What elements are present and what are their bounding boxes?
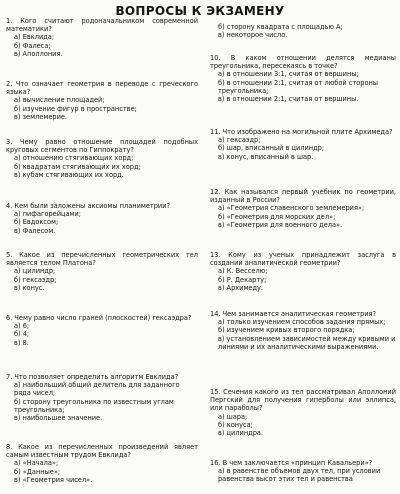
question-text: 4. Кем были заложены аксиомы планиметрии? [6, 202, 171, 210]
question-text: 12. Как назывался первый учебник по геометрии, изданный в России? [210, 188, 396, 205]
answer-option: в) наибольшее значение. [14, 414, 103, 423]
answer-options [210, 23, 396, 39]
answer-option: а) Евклида; [14, 33, 55, 42]
question-text: 13. Кому из ученых принадлежит заслуга в создании аналитической геометрии? [210, 251, 396, 268]
answer-option: б) гексаэдр; [14, 275, 57, 284]
answer-options [210, 136, 396, 161]
page-title: ВОПРОСЫ К ЭКЗАМЕНУ [115, 4, 285, 18]
answer-options [6, 154, 198, 179]
answer-option: в) землемерие. [14, 112, 68, 121]
question-text: 2. Что означает геометрия в переводе с греческого языка? [6, 80, 198, 97]
answer-option: б) Фалеса; [14, 41, 51, 50]
answer-option: а) отношению стягивающих хорд; [14, 154, 134, 163]
answer-option: а) К. Весселю; [218, 267, 268, 276]
answer-option: в) Архимеду. [218, 283, 264, 292]
answer-option: б) «Геометрия для морских дел»; [218, 212, 336, 221]
answer-option: б) в отношении 2:1, считая от любой стороны треугольника; [218, 78, 379, 95]
answer-option: а) наибольший общий делитель для заданного ряда чисел; [14, 381, 180, 398]
answer-option: а) в отношении 3:1, считая от вершины; [218, 70, 359, 79]
question-11 [210, 128, 396, 161]
answer-option: в) некоторое число. [218, 31, 288, 40]
answer-option: б) Р. Декарту; [218, 275, 267, 284]
answer-option: а) только изучением способов задания прямых; [218, 318, 386, 327]
question-16 [210, 459, 396, 494]
answer-option: б) шар, вписанный в цилиндр; [218, 144, 325, 153]
answer-option: в) «Геометрия чисел». [14, 475, 93, 484]
question-9-continued [210, 23, 396, 39]
answer-options [210, 267, 396, 292]
question-10 [210, 54, 396, 103]
answer-option: в) конус. [14, 283, 45, 292]
answer-option: б) сторону квадрата с площадью A; [218, 23, 343, 31]
answer-option: а) цилиндр; [14, 267, 56, 276]
answer-option: а) пифагорейцами; [14, 210, 82, 219]
answer-options [210, 318, 396, 351]
answer-option: в) «Геометрия для военного дела». [218, 220, 343, 229]
answer-option: в) конус, вписанный в шар. [218, 152, 314, 161]
answer-option: в) 8. [14, 338, 29, 347]
answer-option: б) сторону треугольника по известным углам треугольника; [14, 397, 174, 414]
answer-option: а) 6; [14, 322, 30, 331]
answer-option: а) в равенстве объемов двух тел, при условии равенства высот этих тел и равенства [218, 467, 381, 484]
answer-options [6, 267, 198, 292]
question-text: 15. Сечения какого из тел рассматривал Аполлоний Пергский для получения гиперболы или эллипса, или параболы? [210, 388, 396, 413]
answer-options [6, 381, 198, 422]
answer-option: б) изучением кривых второго порядка; [218, 326, 355, 335]
answer-option: а) шара; [218, 412, 248, 421]
answer-options [210, 70, 396, 103]
question-5 [6, 251, 198, 292]
question-text: 1. Кого считают родоначальником современной математики? [6, 17, 198, 34]
answer-option: б) 4; [14, 330, 30, 339]
question-text: 16. В чем заключается «принцип Кавальери»? [210, 459, 373, 467]
answer-options [6, 96, 198, 121]
question-13 [210, 251, 396, 292]
answer-options [210, 467, 396, 483]
answer-option: в) в отношении 2:1, считая от вершины. [218, 95, 359, 104]
answer-option: б) квадратам стягивающих их хорд; [14, 162, 141, 171]
answer-options [210, 413, 396, 438]
question-8 [6, 443, 198, 494]
answer-option: а) «Геометрия славенского землемерия»; [218, 204, 365, 213]
answer-option: б) «Данные»; [14, 467, 61, 476]
answer-options [6, 322, 198, 347]
answer-options [6, 33, 198, 58]
answer-option: в) Фалесом. [14, 226, 56, 235]
question-text: 8. Какое из перечисленных произведений являет самым известным трудом Евклида? [6, 443, 198, 460]
answer-option: в) установлением зависимостей между кривыми и линиями и их аналитическими выражениями. [218, 334, 396, 351]
answer-option: в) кубам стягивающих их хорд. [14, 170, 124, 179]
question-text: 10. В каком отношении делятся медианы треугольника, пересекаясь в точке? [210, 54, 396, 71]
question-text: 3. Чему равно отношение площадей подобных круговых сегментов по Гиппократу? [6, 138, 198, 155]
question-text: 7. Что позволяет определить алгоритм Евклида? [6, 373, 179, 381]
question-6 [6, 314, 198, 347]
question-15 [210, 388, 396, 437]
answer-option: а) «Начала»; [14, 459, 59, 468]
question-7 [6, 373, 198, 422]
answer-options [6, 210, 198, 235]
answer-option: б) Евдоксом; [14, 218, 59, 227]
question-text: 6. Чему равно число граней (плоскостей) гексаэдра? [6, 314, 192, 322]
answer-option: в) цилиндра. [218, 429, 264, 438]
question-12 [210, 188, 396, 229]
question-text: 14. Чем занимается аналитическая геометрия? [210, 310, 377, 318]
question-text: 11. Что изображено на могильной плите Архимеда? [210, 128, 393, 136]
question-2 [6, 80, 198, 121]
answer-option: б) изучение фигур в пространстве; [14, 104, 137, 113]
question-14 [210, 310, 396, 351]
question-text: 5. Какое из перечисленных геометрических тел является телом Платона? [6, 251, 198, 268]
question-3 [6, 138, 198, 179]
answer-option: а) вычисление площадей; [14, 96, 105, 105]
answer-option: б) конуса; [218, 420, 253, 429]
answer-option: в) Аполлония. [14, 49, 63, 58]
question-4 [6, 202, 198, 235]
answer-options [210, 204, 396, 229]
question-1 [6, 17, 198, 58]
answer-option: а) гексаэдр; [218, 136, 261, 145]
answer-options [6, 459, 198, 484]
